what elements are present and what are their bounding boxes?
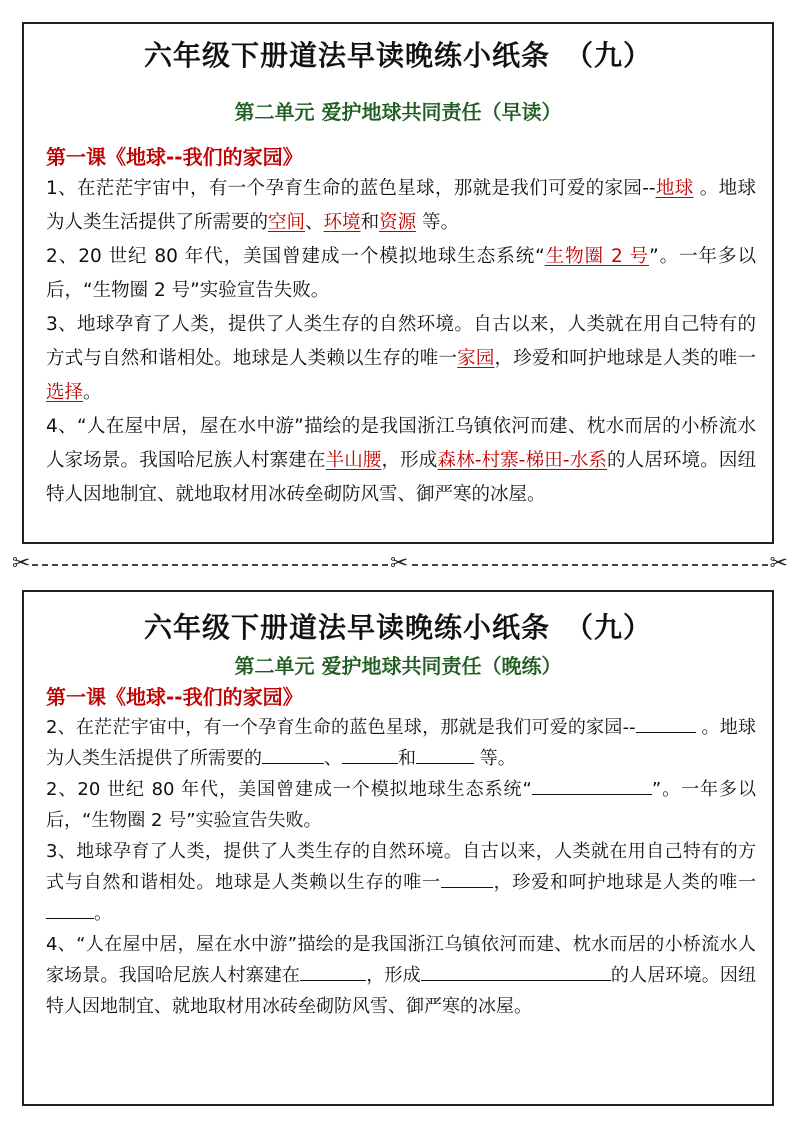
item-text: 的人居环境。因纽特人因地制宜、就地取材用冰砖垒砌防风雪、御严寒的冰屋。	[46, 965, 757, 1017]
evening-practice-card	[22, 590, 774, 1106]
answer-blank[interactable]	[300, 962, 366, 981]
item-text: 3、地球孕育了人类，提供了人类生存的自然环境。自古以来，人类就在用自己特有的方式与自然和谐相处。地球是人类赖以生存的唯一	[46, 314, 756, 369]
scissors-icon: ✂	[12, 551, 31, 576]
item-text: 2、20 世纪 80 年代，美国曾建成一个模拟地球生态系统“	[46, 246, 545, 267]
answer-blank[interactable]	[636, 714, 696, 733]
answer-blank[interactable]	[46, 900, 94, 919]
reading-item-3	[46, 308, 756, 410]
answer-text: 选择	[46, 382, 84, 403]
answer-blank[interactable]	[262, 745, 324, 764]
cut-line	[10, 552, 790, 576]
item-text: 。	[94, 903, 112, 924]
answer-text: 半山腰	[325, 450, 382, 471]
page-title: 六年级下册道法早读晚练小纸条 （九）	[143, 39, 652, 72]
item-text: 。地球为人类生活提供了所需要的	[46, 178, 756, 233]
scissors-icon: ✂	[390, 551, 409, 576]
item-text: ，形成	[366, 965, 421, 986]
item-text: 3、地球孕育了人类，提供了人类生存的自然环境。自古以来，人类就在用自己特有的方式与自然和谐相处。地球是人类赖以生存的唯一	[46, 841, 756, 893]
item-text: 2、20 世纪 80 年代，美国曾建成一个模拟地球生态系统“	[46, 779, 532, 800]
item-text: 等。	[416, 212, 459, 233]
item-text: 和	[398, 748, 416, 769]
morning-reading-card	[22, 22, 774, 544]
practice-item-4	[46, 929, 756, 1022]
item-text: 、	[305, 212, 324, 233]
item-text: 。	[83, 382, 102, 403]
answer-text: 空间	[268, 212, 306, 233]
reading-item-4	[46, 410, 756, 512]
item-text: 4、“人在屋中居，屋在水中游”描绘的是我国浙江乌镇依河而建、枕水而居的小桥流水人家场景。我国哈尼族人村寨建在	[46, 416, 756, 471]
item-text: 和	[360, 212, 380, 233]
answer-text: 森林-村寨-梯田-水系	[437, 450, 607, 471]
answer-text: 家园	[457, 348, 495, 369]
item-text: 等。	[474, 748, 516, 769]
answer-blank[interactable]	[416, 745, 474, 764]
unit-title: 第二单元 爱护地球共同责任（早读）	[234, 100, 562, 124]
item-text: 2、在茫茫宇宙中，有一个孕育生命的蓝色星球，那就是我们可爱的家园--	[46, 717, 636, 738]
answer-blank[interactable]	[441, 869, 493, 888]
practice-items	[46, 712, 756, 1022]
practice-item-1	[46, 712, 756, 774]
item-text: ”。一年多以后，“生物圈 2 号”实验宣告失败。	[46, 246, 756, 301]
practice-item-2	[46, 774, 756, 836]
answer-text: 环境	[323, 212, 361, 233]
item-text: ，珍爱和呵护地球是人类的唯一	[492, 872, 757, 893]
item-text: 1、在茫茫宇宙中，有一个孕育生命的蓝色星球，那就是我们可爱的家园--	[46, 178, 656, 199]
answer-text: 生物圈 2 号	[544, 246, 650, 267]
item-text: 、	[324, 748, 342, 769]
reading-item-1	[46, 172, 756, 240]
item-text: 。地球为人类生活提供了所需要的	[46, 717, 756, 769]
answer-text: 地球	[655, 178, 694, 199]
answer-blank[interactable]	[421, 962, 611, 981]
answer-blank[interactable]	[532, 776, 652, 795]
page-title: 六年级下册道法早读晚练小纸条 （九）	[143, 611, 652, 644]
answer-blank[interactable]	[342, 745, 398, 764]
unit-title: 第二单元 爱护地球共同责任（晚练）	[234, 654, 562, 678]
item-text: ”。一年多以后，“生物圈 2 号”实验宣告失败。	[46, 779, 757, 831]
answer-text: 资源	[379, 212, 417, 233]
scissors-icon: ✂	[769, 551, 788, 576]
lesson-title: 第一课《地球--我们的家园》	[46, 145, 303, 169]
item-text: ，珍爱和呵护地球是人类的唯一	[494, 348, 756, 369]
lesson-title: 第一课《地球--我们的家园》	[46, 685, 303, 709]
practice-item-3	[46, 836, 756, 929]
item-text: ，形成	[381, 450, 438, 471]
reading-item-2	[46, 240, 756, 308]
reading-items	[46, 172, 756, 512]
item-text: 的人居环境。因纽特人因地制宜、就地取材用冰砖垒砌防风雪、御严寒的冰屋。	[46, 450, 756, 505]
item-text: 4、“人在屋中居，屋在水中游”描绘的是我国浙江乌镇依河而建、枕水而居的小桥流水人家场景。我国哈尼族人村寨建在	[46, 934, 756, 986]
